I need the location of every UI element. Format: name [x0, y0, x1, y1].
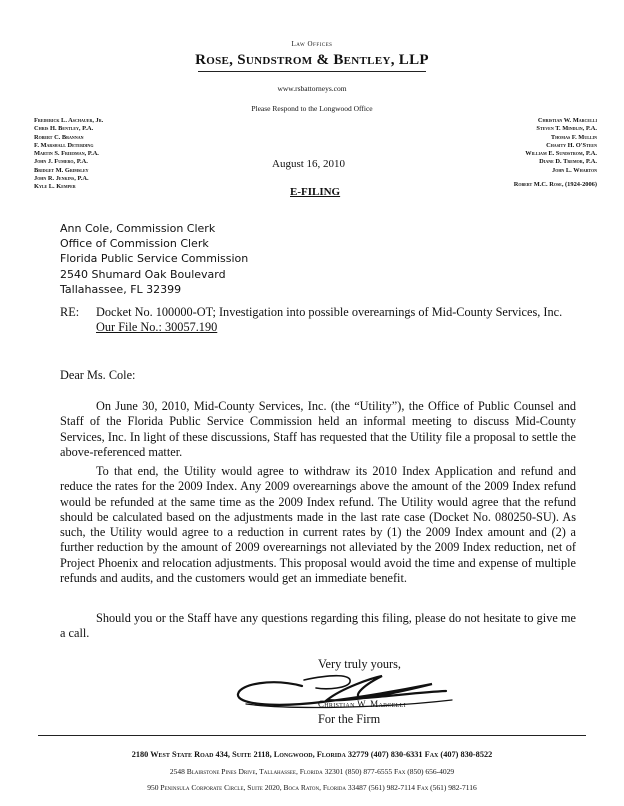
attorney-name: John L. Wharton [552, 166, 597, 174]
delivery-method: E-FILING [290, 186, 341, 198]
address-line: Ann Cole, Commission Clerk [60, 222, 216, 235]
firm-website: www.rsbattorneys.com [277, 84, 347, 93]
letter-date: August 16, 2010 [272, 158, 346, 170]
re-label: RE: [60, 305, 80, 319]
body-paragraph-1: On June 30, 2010, Mid-County Services, Inc. (the “Utility”), the Office of Public Counsel and Staff of the Florida Public Service Commission held an informal meeting to discuss Mid-County Services, Inc. In light of these discussions, Staff has requested that the Utility file a proposal to settle the above-referenced matter. [60, 399, 576, 459]
respond-note: Please Respond to the Longwood Office [251, 104, 373, 113]
attorney-name: Chasity H. O'Steen [546, 141, 597, 149]
footer-boca-raton-office: 950 Peninsula Corporate Circle, Suite 2020, Boca Raton, Florida 33487 (561) 982-7114 Fax (561) 982-7116 [147, 783, 477, 792]
attorney-name: Chris H. Bentley, P.A. [34, 125, 94, 133]
attorney-name: Bridget M. Grimsley [34, 166, 89, 174]
address-line: 2540 Shumard Oak Boulevard [60, 267, 226, 281]
attorney-list-left [34, 117, 184, 192]
footer-longwood-office: 2180 West State Road 434, Suite 2118, Longwood, Florida 32779 (407) 830-6331 Fax (407) 830-8522 [131, 750, 493, 759]
address-line: Tallahassee, FL 32399 [60, 282, 182, 296]
founder-name: Robert M.C. Rose, (1924-2006) [513, 181, 597, 189]
address-line: Florida Public Service Commission [60, 252, 249, 266]
firm-name-rule [198, 71, 426, 72]
re-subject: Docket No. 100000-OT; Investigation into possible overearnings of Mid-County Services, Inc. [96, 305, 563, 319]
attorney-name: Kyle L. Kemper [34, 183, 76, 191]
attorney-name: Thomas F. Mullin [550, 133, 597, 141]
attorney-name: Christian W. Marcelli [537, 117, 597, 124]
body-paragraph-3: Should you or the Staff have any questions regarding this filing, please do not hesitate to give me a call. [60, 611, 576, 641]
closing: Very truly yours, [318, 657, 401, 671]
attorney-name: William E. Sundstrom, P.A. [525, 150, 597, 158]
salutation: Dear Ms. Cole: [60, 368, 136, 382]
firm-name: Rose, Sundstrom & Bentley, LLP [195, 52, 429, 68]
offices-label: Law Offices [291, 40, 333, 48]
address-line: Office of Commission Clerk [60, 237, 209, 251]
attorney-name: Martin S. Friedman, P.A. [34, 150, 99, 158]
attorney-name: John J. Fumero, P.A. [34, 158, 88, 166]
signer-role: For the Firm [318, 712, 381, 726]
attorney-name: Diane D. Tremor, P.A. [539, 158, 597, 166]
body-paragraph-2: To that end, the Utility would agree to withdraw its 2010 Index Application and refund and reduce the rates for the 2009 Index. Any 2009 overearnings above the amount of the 2009 Index refund would be refunded at the same time as the 2009 Index refund. The Utility would agree that the refund should be calculated based on the adjustments made in the last rate case (Docket No. 080250-SU). As such, the Utility would agree to a reduction in current rates by (1) the 2009 Index amount and (2) a further reduction by the amount of 2009 overearnings not alleviated by the 2009 Index reduction, net of Project Phoenix and relocation adjustments. This proposal would avoid the time and expense of multiple refunds and audits, and the customers would get an immediate benefit. [60, 464, 576, 586]
attorney-name: Robert C. Brannan [34, 133, 84, 141]
attorney-name: F. Marshall Deterding [34, 141, 94, 149]
re-subject-block [96, 305, 586, 336]
attorney-name: Frederick L. Aschauer, Jr. [34, 117, 104, 124]
attorney-list-right [427, 117, 597, 189]
footer-rule [38, 735, 586, 736]
attorney-name: Steven T. Mindlin, P.A. [536, 125, 597, 133]
signer-name: Christian W. Marcelli [318, 699, 406, 709]
re-file-number: Our File No.: 30057.190 [96, 320, 218, 335]
attorney-name: John R. Jenkins, P.A. [34, 175, 89, 183]
footer-tallahassee-office: 2548 Blairstone Pines Drive, Tallahassee, Florida 32301 (850) 877-6555 Fax (850) 656-4029 [169, 767, 455, 776]
recipient-address [60, 221, 248, 297]
